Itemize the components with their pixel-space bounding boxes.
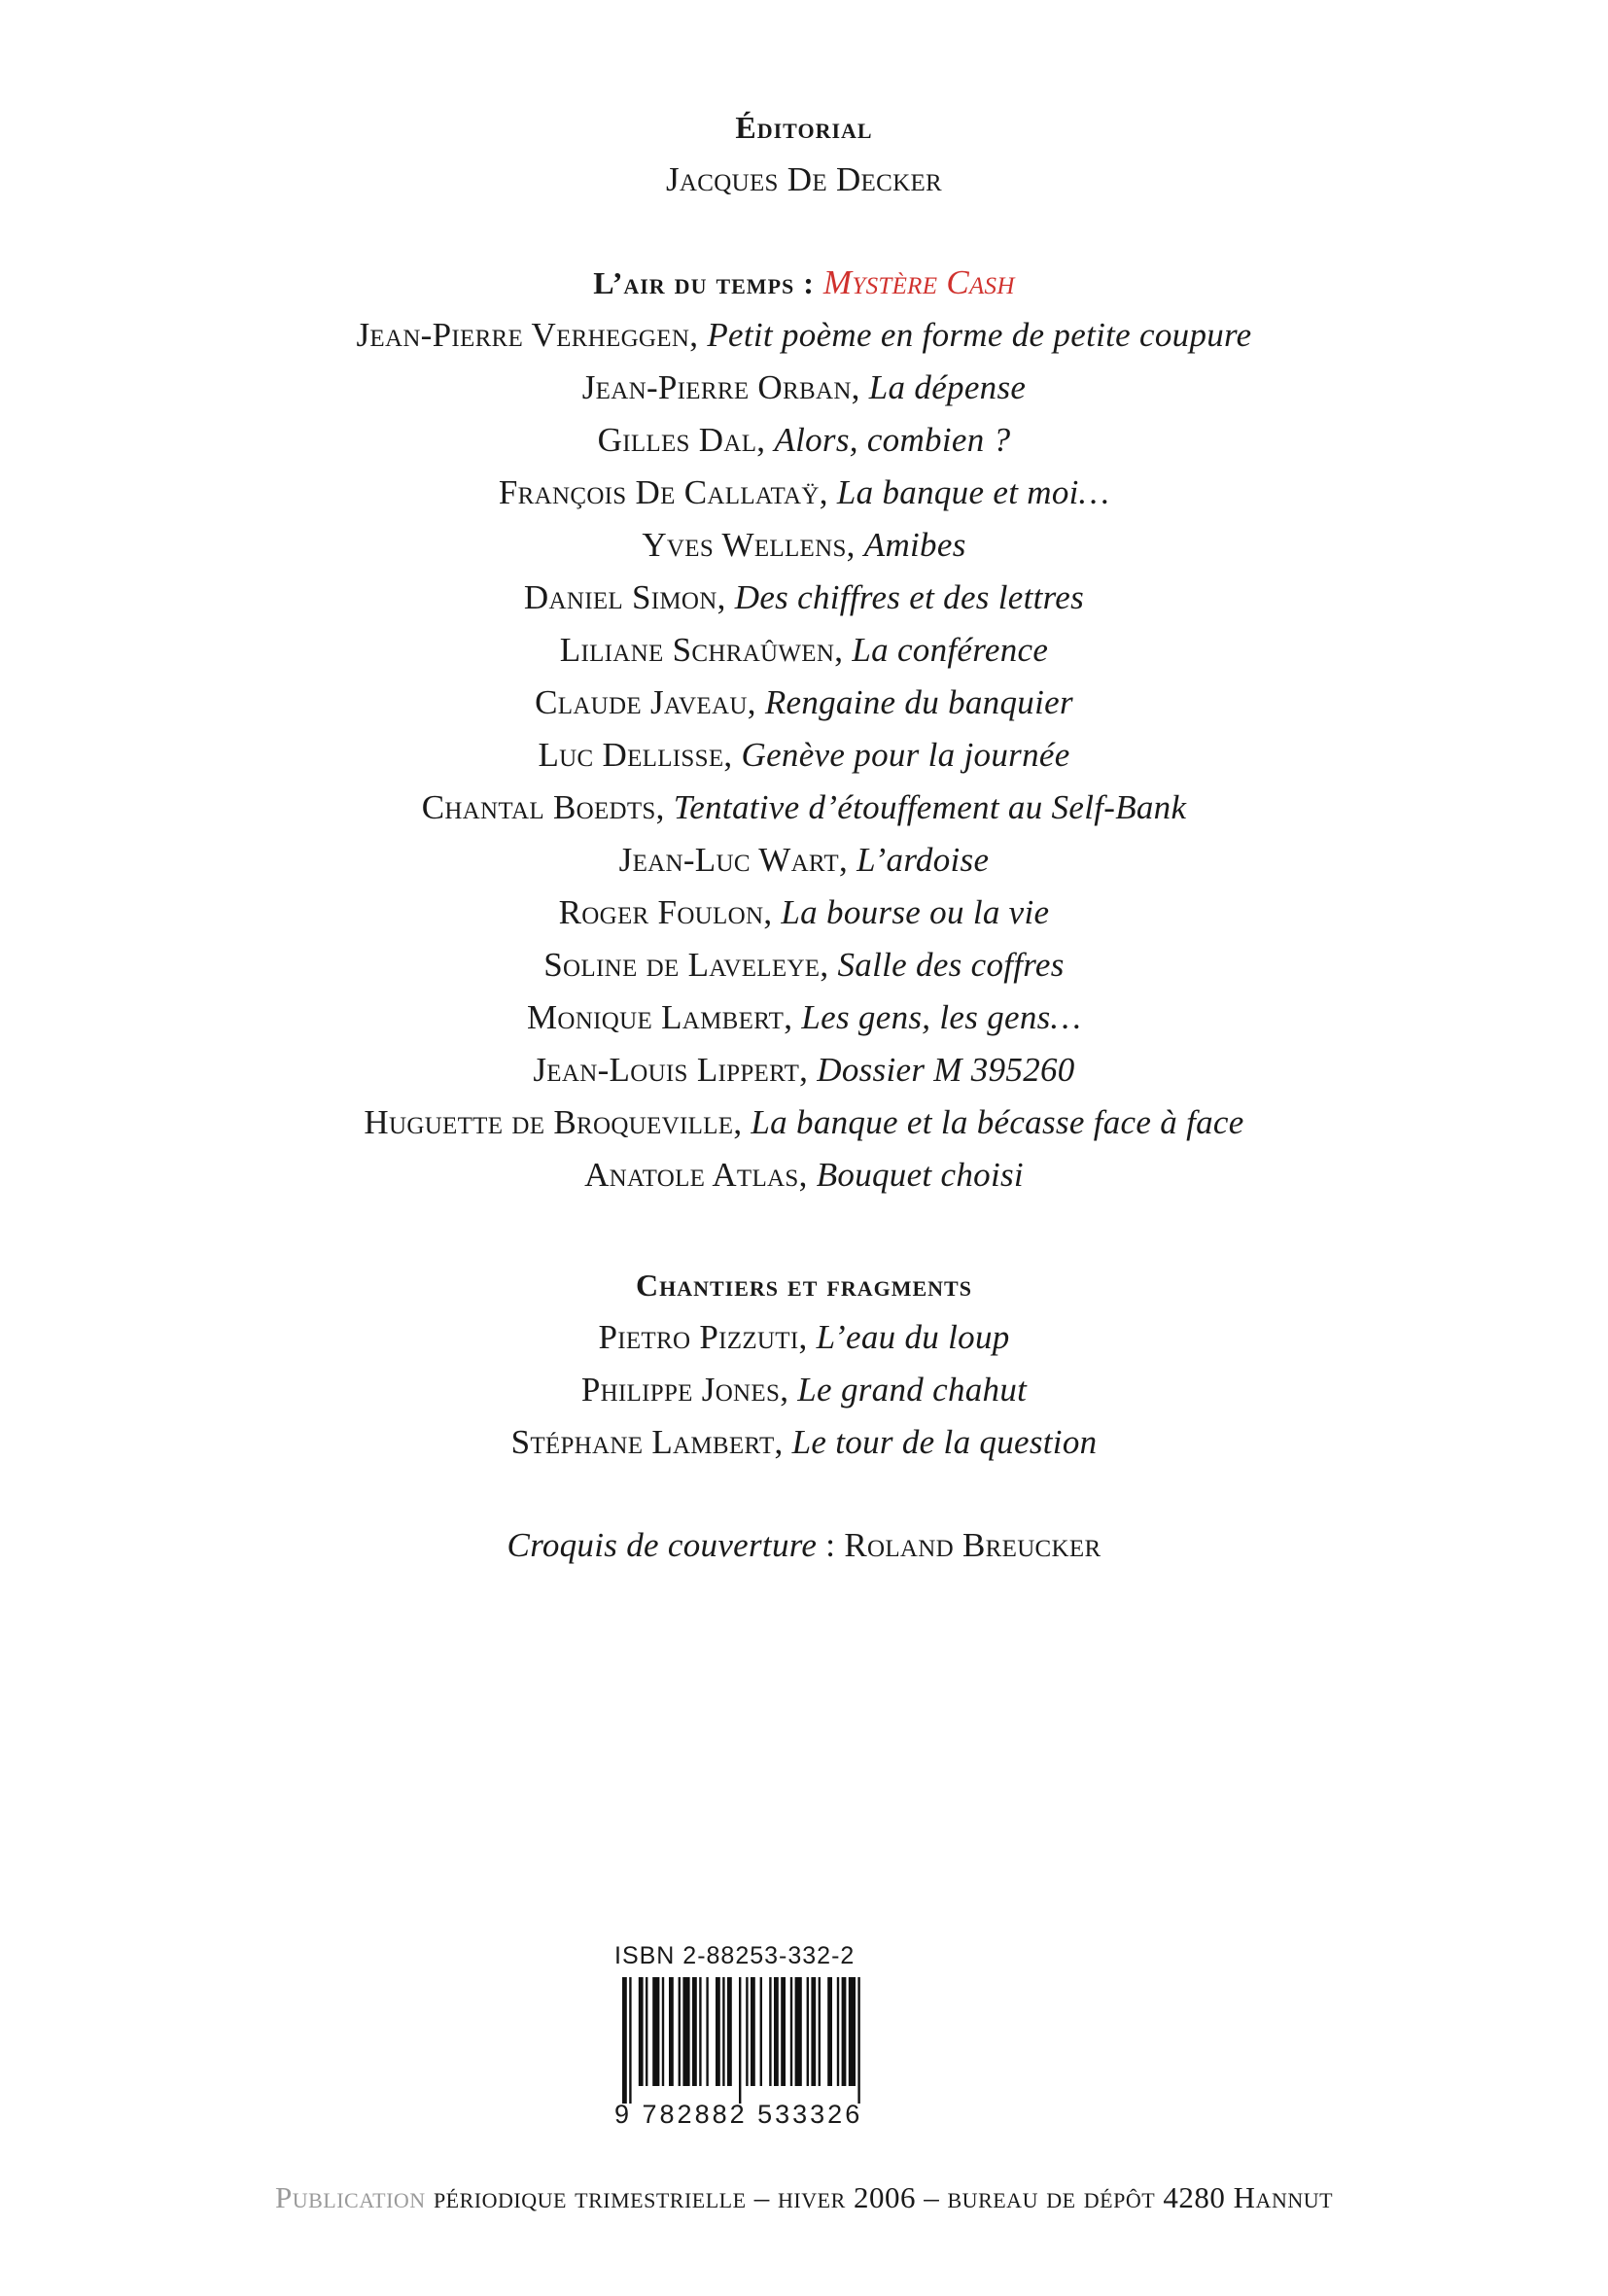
editorial-author: Jacques De Decker	[665, 160, 942, 198]
barcode-bar	[774, 1977, 779, 2086]
entry-title: La dépense	[868, 368, 1027, 406]
barcode-digits: 9 782882 533326	[614, 2100, 863, 2129]
toc-entry: Yves Wellens, Amibes	[642, 526, 966, 564]
entry-author: Daniel Simon	[523, 578, 717, 616]
air-du-temps-list	[0, 309, 1608, 1201]
entry-title: Le grand chahut	[797, 1371, 1028, 1409]
toc-entry: Jean-Pierre Orban, La dépense	[581, 368, 1027, 406]
barcode-bar	[629, 1977, 631, 2104]
entry-title: Alors, combien ?	[774, 421, 1011, 459]
barcode-bar	[811, 1977, 816, 2086]
toc-entry: Roger Foulon, La bourse ou la vie	[558, 893, 1050, 931]
toc-entry: Daniel Simon, Des chiffres et des lettres	[523, 578, 1085, 616]
barcode-bar	[652, 1977, 659, 2086]
entry-author: Claude Javeau	[535, 683, 748, 721]
entry-author: Stéphane Lambert	[510, 1423, 775, 1461]
air-du-temps-heading-prefix: L’air du temps :	[593, 265, 823, 300]
entry-author: Jean-Pierre Orban	[581, 368, 852, 406]
toc-entry: Jean-Pierre Verheggen, Petit poème en forme de petite coupure	[356, 316, 1252, 354]
air-du-temps-section	[0, 257, 1608, 1201]
cover-credit-label: Croquis de couverture	[507, 1526, 818, 1564]
entry-author: Philippe Jones	[580, 1371, 781, 1409]
toc-entry: Claude Javeau, Rengaine du banquier	[535, 683, 1073, 721]
entry-title: La banque et la bécasse face à face	[751, 1103, 1244, 1141]
barcode-bar	[807, 1977, 809, 2086]
entry-title: Dossier M 395260	[817, 1051, 1075, 1089]
editorial-heading: Éditorial	[735, 110, 873, 145]
barcode-bar	[837, 1977, 839, 2086]
entry-title: La banque et moi…	[836, 473, 1110, 511]
chantiers-section	[0, 1259, 1608, 1469]
editorial-section	[0, 101, 1608, 206]
entry-title: Petit poème en forme de petite coupure	[707, 316, 1252, 354]
toc-entry: Stéphane Lambert, Le tour de la question	[510, 1423, 1098, 1461]
cover-credit	[0, 1519, 1608, 1572]
toc-entry: Luc Dellisse, Genève pour la journée	[538, 736, 1070, 774]
entry-author: Liliane Schraûwen	[559, 631, 835, 669]
entry-author: Monique Lambert	[527, 998, 785, 1036]
toc-entry: Pietro Pizzuti, L’eau du loup	[598, 1318, 1010, 1356]
isbn-label: ISBN 2-88253-332-2	[614, 1942, 856, 1969]
entry-author: Huguette de Broqueville	[364, 1103, 734, 1141]
footer-faded-word: Publication	[274, 2180, 426, 2214]
barcode-bar	[639, 1977, 644, 2086]
cover-credit-separator: :	[817, 1526, 845, 1564]
entry-author: Jean-Louis Lippert	[533, 1051, 800, 1089]
barcode-bar	[746, 1977, 748, 2086]
entry-title: Rengaine du banquier	[764, 683, 1073, 721]
toc-entry: Anatole Atlas, Bouquet choisi	[584, 1156, 1024, 1194]
toc-entry: Liliane Schraûwen, La conférence	[559, 631, 1049, 669]
entry-title: La bourse ou la vie	[781, 893, 1050, 931]
barcode-bar	[662, 1977, 664, 2086]
barcode-bar	[692, 1977, 697, 2086]
entry-author: François De Callataÿ	[498, 473, 820, 511]
entry-title: Les gens, les gens…	[801, 998, 1081, 1036]
entry-author: Jean-Luc Wart	[618, 841, 839, 879]
air-du-temps-heading	[0, 257, 1608, 309]
air-du-temps-theme: Mystère Cash	[822, 263, 1015, 301]
entry-title: Tentative d’étouffement au Self-Bank	[673, 788, 1187, 826]
barcode-bar	[722, 1977, 724, 2086]
entry-title: L’eau du loup	[816, 1318, 1010, 1356]
barcode-bar	[727, 1977, 732, 2086]
barcode-bar	[706, 1977, 708, 2086]
barcode-bar	[842, 1977, 847, 2086]
barcode-bar	[646, 1977, 647, 2086]
entry-title: Genève pour la journée	[741, 736, 1070, 774]
toc-entry: François De Callataÿ, La banque et moi…	[498, 473, 1110, 511]
toc-entry: Jean-Louis Lippert, Dossier M 395260	[533, 1051, 1075, 1089]
isbn-barcode-block	[614, 1940, 945, 2134]
entry-title: Le tour de la question	[791, 1423, 1098, 1461]
barcode-bar	[751, 1977, 755, 2086]
barcode-bar	[781, 1977, 786, 2086]
entry-title: Amibes	[863, 526, 966, 564]
barcode-bar	[819, 1977, 821, 2086]
barcode-bar	[622, 1977, 627, 2104]
barcode-bar	[849, 1977, 856, 2086]
entry-author: Jean-Pierre Verheggen	[356, 316, 690, 354]
footer-rest: périodique trimestrielle – hiver 2006 – bureau de dépôt 4280 Hannut	[425, 2180, 1334, 2214]
barcode-bar	[699, 1977, 701, 2086]
barcode-icon	[614, 1977, 945, 2104]
entry-title: Salle des coffres	[837, 946, 1065, 984]
entry-author: Chantal Boedts	[421, 788, 656, 826]
toc-entry: Chantal Boedts, Tentative d’étouffement au Self-Bank	[421, 788, 1187, 826]
footer-publication-info	[0, 2180, 1608, 2215]
cover-credit-artist: Roland Breucker	[844, 1526, 1101, 1564]
chantiers-heading: Chantiers et fragments	[636, 1268, 972, 1303]
entry-title: La conférence	[852, 631, 1049, 669]
entry-author: Pietro Pizzuti	[598, 1318, 799, 1356]
barcode-bar	[716, 1977, 720, 2086]
toc-entry: Soline de Laveleye, Salle des coffres	[543, 946, 1065, 984]
entry-title: Bouquet choisi	[816, 1156, 1024, 1194]
entry-author: Soline de Laveleye	[543, 946, 821, 984]
toc-entry: Huguette de Broqueville, La banque et la bécasse face à face	[364, 1103, 1244, 1141]
toc-entry: Gilles Dal, Alors, combien ?	[597, 421, 1011, 459]
entry-author: Anatole Atlas	[584, 1156, 799, 1194]
barcode-bar	[795, 1977, 802, 2086]
toc-entry: Jean-Luc Wart, L’ardoise	[618, 841, 990, 879]
barcode-bar	[769, 1977, 771, 2086]
entry-author: Gilles Dal	[597, 421, 757, 459]
barcode-bar	[739, 1977, 741, 2104]
entry-author: Yves Wellens	[642, 526, 847, 564]
barcode-bar	[669, 1977, 674, 2086]
barcode-bar	[857, 1977, 859, 2104]
barcode-bar	[827, 1977, 832, 2086]
barcode-bar	[679, 1977, 681, 2086]
barcode-bar	[790, 1977, 792, 2086]
entry-author: Roger Foulon	[558, 893, 764, 931]
barcode-bar	[682, 1977, 689, 2086]
entry-title: Des chiffres et des lettres	[734, 578, 1085, 616]
entry-title: L’ardoise	[856, 841, 990, 879]
barcode-bar	[760, 1977, 762, 2086]
toc-entry: Monique Lambert, Les gens, les gens…	[527, 998, 1081, 1036]
entry-author: Luc Dellisse	[538, 736, 724, 774]
chantiers-list	[0, 1311, 1608, 1469]
toc-entry: Philippe Jones, Le grand chahut	[580, 1371, 1028, 1409]
